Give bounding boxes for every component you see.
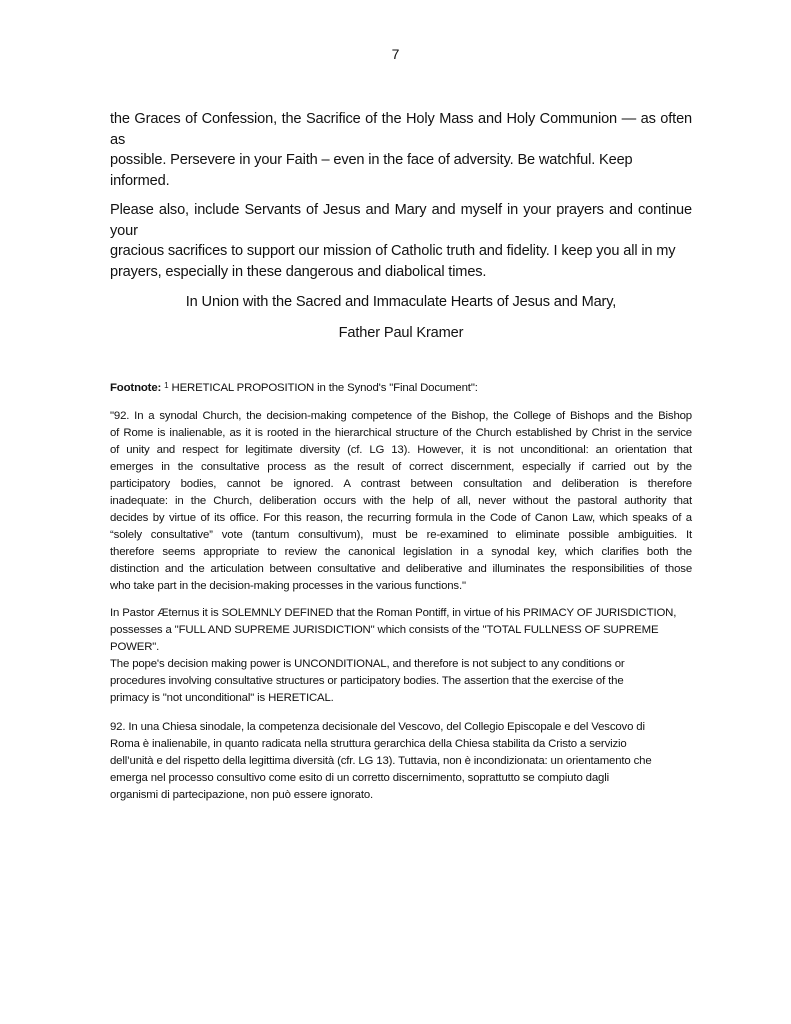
text-line: dell’unità e del rispetto della legittima diversità (cfr. LG 13). Tuttavia, non è incondizionata: un orientamento che [110,755,652,767]
text-line: 92. In una Chiesa sinodale, la competenza decisionale del Vescovo, del Collegio Episcopale e del Vescovo di [110,721,645,733]
text-line: Please also, include Servants of Jesus and Mary and myself in your prayers and continue your [110,202,692,239]
footnote-heading-line [110,380,692,397]
text-line: possible. Persevere in your Faith – even in the face of adversity. Be watchful. Keep informed. [110,152,633,189]
footnote-heading [110,380,692,397]
text-line: In Pastor Æternus it is SOLEMNLY DEFINED that the Roman Pontiff, in virtue of his PRIMACY OF JURISDICTION, [110,607,677,619]
text-line: procedures involving consultative structures or participatory bodies. The assertion that the exercise of the [110,675,624,687]
text-line: primacy is "not unconditional" is HERETICAL. [110,692,334,704]
text-line: participatory bodies, cannot be ignored. A contrast between consultation and deliberation is therefore [110,478,692,490]
signature-text: Father Paul Kramer [338,324,464,341]
text-line: The pope's decision making power is UNCONDITIONAL, and therefore is not subject to any conditions or [110,658,625,670]
footnote-marker: 1 [164,381,169,390]
letter-paragraph-1 [110,109,692,191]
text-line: emerges in the consultative process as the result of correct discernment, especially if carried out by the [110,461,692,473]
text-line: emerga nel processo consultivo come esito di un corretto discernimento, soprattutto se compiuto dagli [110,772,609,784]
text-line: “solely consultative” vote (tantum consultivum), must be re-examined to eliminate possible ambiguities. It [110,529,692,541]
text-line: who take part in the decision-making processes in the various functions." [110,580,466,592]
text-line: the Graces of Confession, the Sacrifice of the Holy Mass and Holy Communion — as often as [110,111,692,148]
closing-text: In Union with the Sacred and Immaculate Hearts of Jesus and Mary, [185,294,617,310]
footnote-heading-text: HERETICAL PROPOSITION in the Synod's "Final Document": [171,382,478,394]
closing-salutation [110,292,692,313]
text-line: inadequate: in the Church, deliberation occurs with the help of all, never without the pastoral authority that [110,495,692,507]
text-line: distinction and the articulation between consultative and deliberative and illuminates the responsibilities of those [110,563,692,575]
italian-original-paragraph [110,719,692,804]
text-line: gracious sacrifices to support our mission of Catholic truth and fidelity. I keep you all in my [110,243,676,259]
text-line: "92. In a synodal Church, the decision-making competence of the Bishop, the College of Bishops and the Bishop [110,410,692,422]
text-line: prayers, especially in these dangerous and diabolical times. [110,263,487,280]
footnote-label: Footnote: [110,382,162,394]
commentary-paragraph [110,605,692,707]
text-line: therefore seems appropriate to review the canonical legislation in a synodal key, which clarifies both the [110,546,692,558]
text-line: decides by virtue of its office. For this reason, the recurring formula in the Code of Canon Law, which speaks of a [110,512,692,524]
text-line: possesses a "FULL AND SUPREME JURISDICTION" which consists of the "TOTAL FULLNESS OF SUPREME POWER". [110,624,659,653]
text-line: organismi di partecipazione, non può essere ignorato. [110,789,374,801]
page-number: 7 [391,46,400,62]
signature [110,323,692,344]
text-line: of Rome is inalienable, as it is rooted in the hierarchical structure of the Church established by Christ in the service [110,427,692,439]
text-line: Roma è inalienabile, in quanto radicata nella struttura gerarchica della Chiesa stabilita da Cristo a servizio [110,738,627,750]
letter-paragraph-2 [110,200,692,282]
text-line: of unity and respect for legitimate diversity (cf. LG 13). However, it is not unconditional: an orientation that [110,444,692,456]
synod-quote [110,408,692,595]
